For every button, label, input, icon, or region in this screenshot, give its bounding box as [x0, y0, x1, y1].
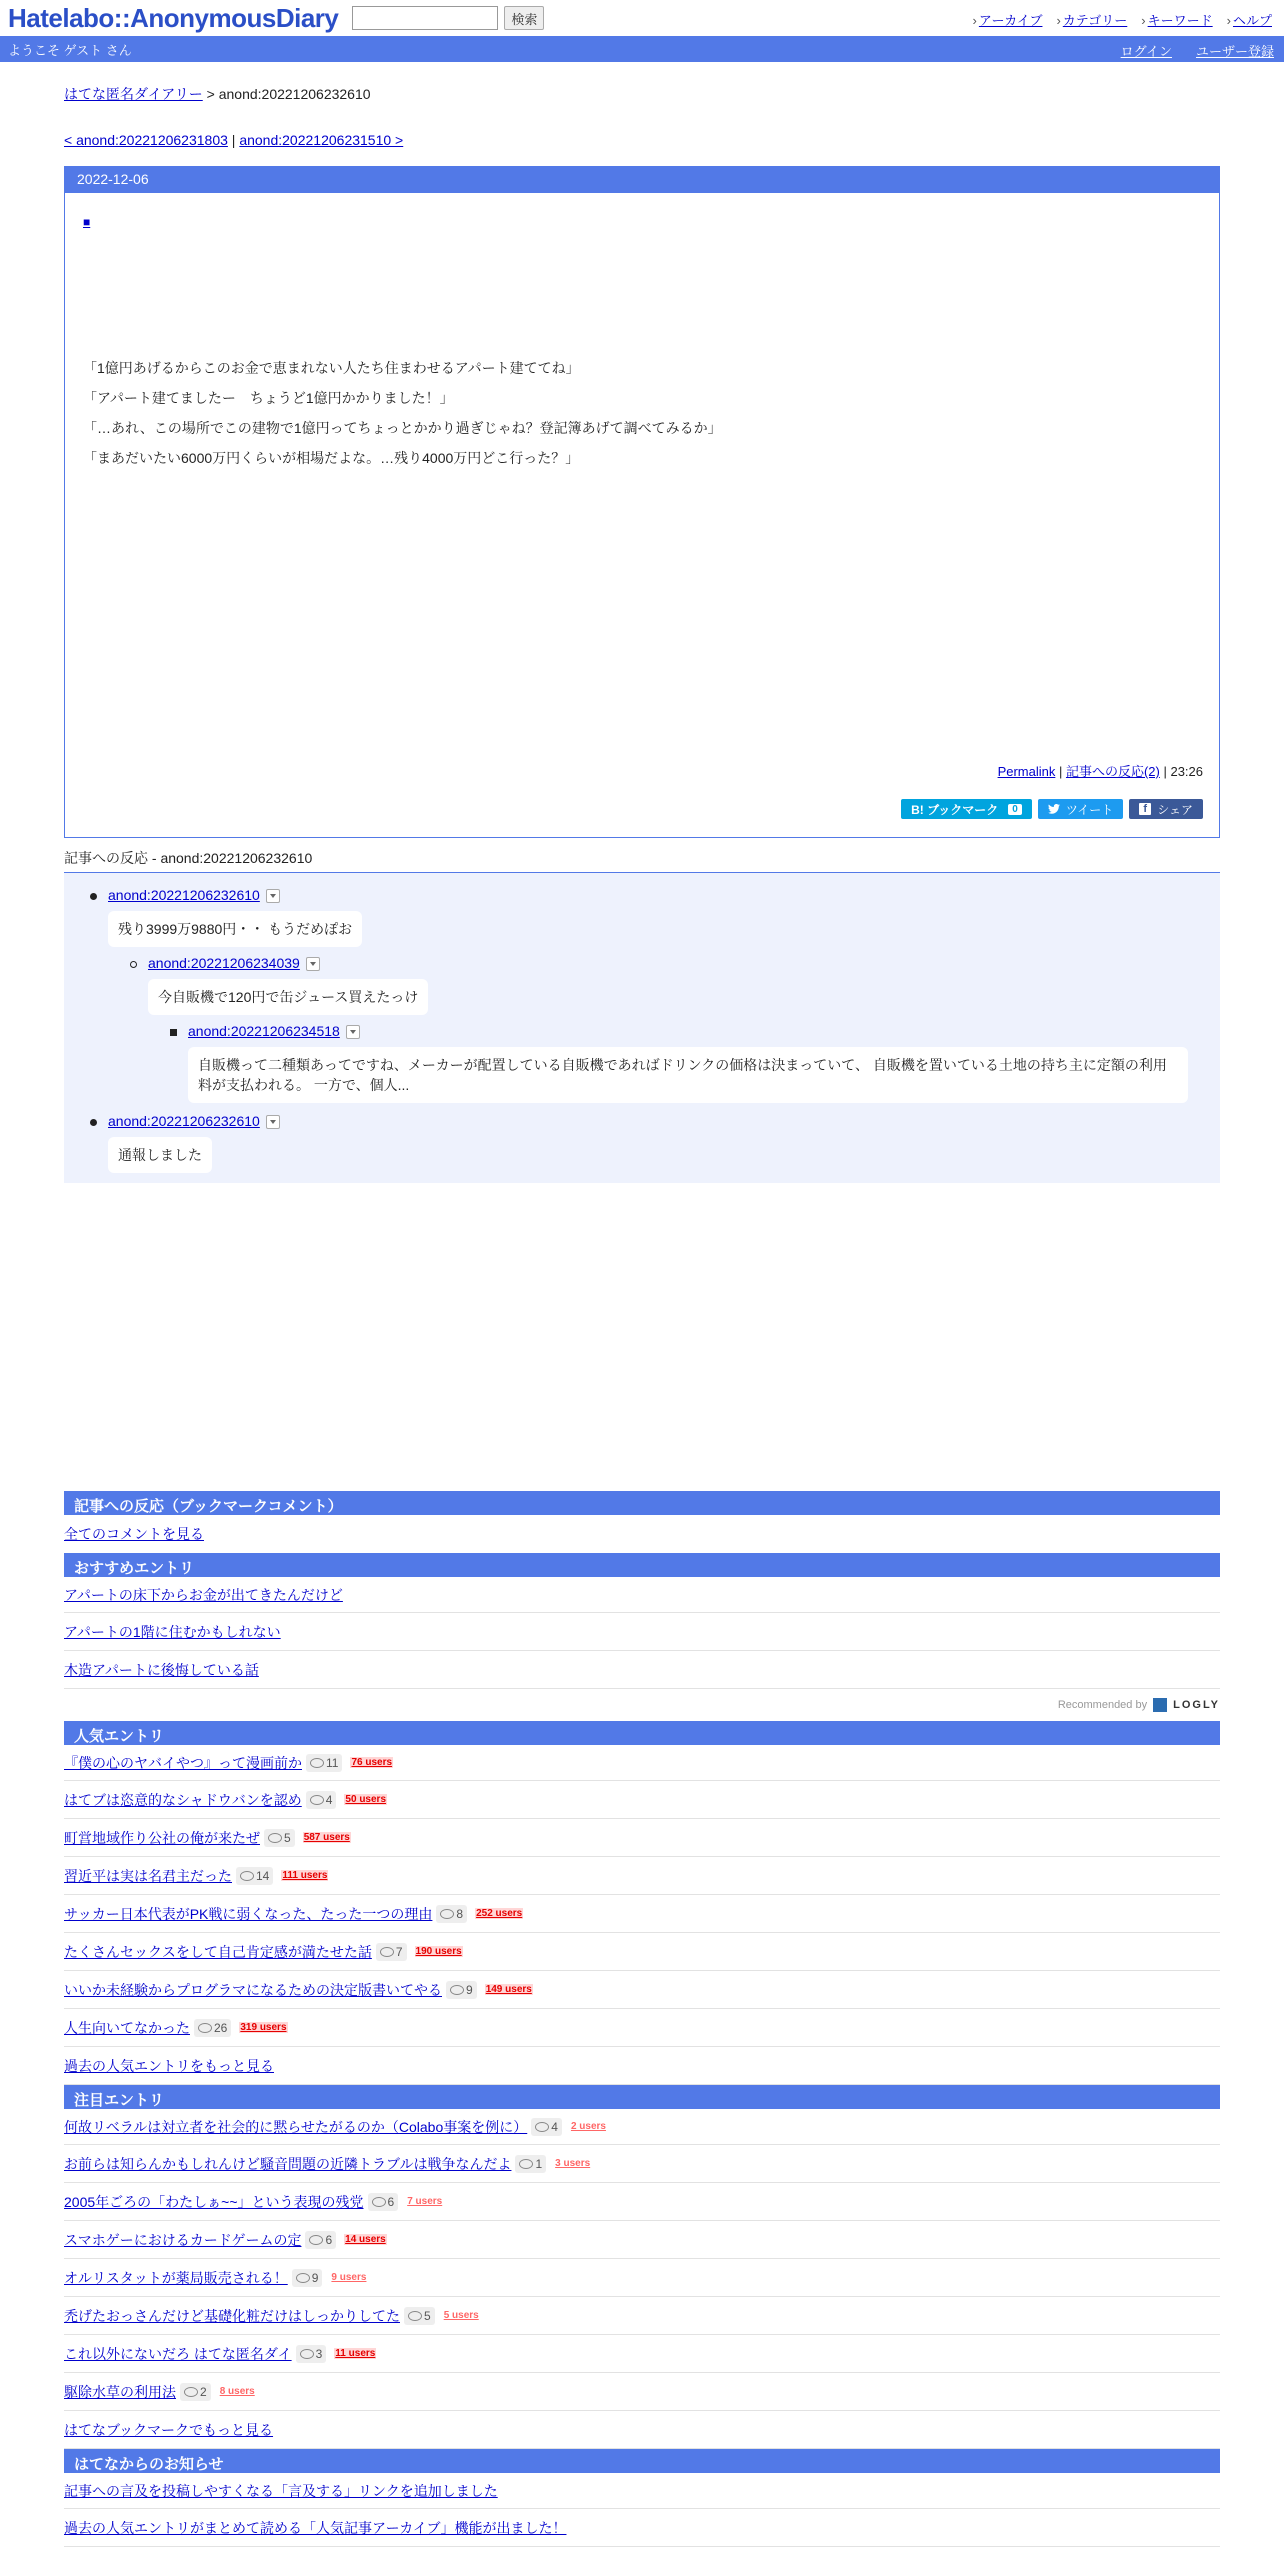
- user-bar: [0, 36, 1284, 62]
- news-link[interactable]: 記事への言及を投稿しやすくなる「言及する」リンクを追加しました: [64, 2482, 498, 2499]
- welcome-text: ようこそ ゲスト さん: [8, 42, 132, 58]
- recommended-link[interactable]: 木造アパートに後悔している話: [64, 1661, 259, 1678]
- nav-category-link[interactable]: › カテゴリー: [1056, 10, 1127, 29]
- comment-bubble-icon: [198, 2023, 212, 2033]
- comment-bubble-icon: [380, 1947, 394, 1957]
- featured-entry-link[interactable]: 何故リベラルは対立者を社会的に黙らせたがるのか（Colabo事案を例に）: [64, 2118, 528, 2135]
- disc-bullet-icon: [90, 893, 97, 900]
- header-nav: [973, 10, 1272, 29]
- popular-entry-row: [64, 1971, 1220, 2009]
- entry-meta: [998, 761, 1203, 780]
- reaction-link[interactable]: anond:20221206234518: [188, 1023, 340, 1039]
- comment-count-badge[interactable]: [306, 1791, 337, 1809]
- comment-bubble-icon: [519, 2159, 533, 2169]
- popular-entry-link[interactable]: たくさんセックスをして自己肯定感が満たせた話: [64, 1943, 372, 1960]
- recommended-by-text: Recommended by: [1057, 1699, 1148, 1711]
- nav-help-link[interactable]: › ヘルプ: [1227, 10, 1272, 29]
- reaction-item: [108, 887, 362, 947]
- popular-entry-link[interactable]: サッカー日本代表がPK戦に弱くなった、たった一つの理由: [64, 1905, 433, 1922]
- comment-count-badge[interactable]: [296, 2345, 327, 2363]
- bookmark-users-badge[interactable]: 9 users: [331, 2272, 367, 2283]
- comment-bubble-icon: [408, 2311, 422, 2321]
- dropdown-toggle-icon[interactable]: [266, 1115, 280, 1129]
- search-button[interactable]: 検索: [504, 6, 544, 30]
- popular-more-link[interactable]: 過去の人気エントリをもっと見る: [64, 2057, 274, 2074]
- hatena-bookmark-button[interactable]: [901, 799, 1032, 819]
- popular-list: [64, 1745, 1220, 2047]
- dropdown-toggle-icon[interactable]: [346, 1025, 360, 1039]
- reactions-heading: 記事への反応 - anond:20221206232610: [64, 848, 1220, 873]
- square-bullet-icon: [170, 1029, 177, 1036]
- featured-entry-row: [64, 2373, 1220, 2411]
- bookmark-users-badge[interactable]: 587 users: [303, 1832, 350, 1843]
- news-heading: はてなからのお知らせ: [64, 2449, 1220, 2473]
- popular-entry-link[interactable]: 『僕の心のヤバイやつ』って漫画前か: [64, 1754, 302, 1771]
- comment-bubble-icon: [310, 1758, 324, 1768]
- comment-count: 1: [535, 2156, 543, 2171]
- popular-entry-row: [64, 1781, 1220, 1819]
- featured-entry-link[interactable]: オルリスタットが薬局販売される！: [64, 2269, 288, 2286]
- reaction-excerpt: 残り3999万9880円・・ もうだめぽお: [108, 911, 362, 947]
- facebook-f-icon: f: [1139, 803, 1151, 815]
- entry-line: 「1億円あげるからこのお金で恵まれない人たち住まわせるアパート建ててね」: [83, 360, 580, 376]
- news-row: [64, 2473, 1220, 2509]
- search-form: [352, 6, 544, 30]
- login-link[interactable]: ログイン: [1120, 44, 1172, 59]
- comment-bubble-icon: [309, 2235, 323, 2245]
- news-link[interactable]: 過去の人気エントリがまとめて読める「人気記事アーカイブ」機能が出ました！: [64, 2519, 567, 2536]
- news-row: [64, 2509, 1220, 2547]
- bookmark-users-badge[interactable]: 149 users: [485, 1984, 532, 1995]
- site-header: [0, 0, 1284, 36]
- comment-bubble-icon: [310, 1795, 324, 1805]
- entry-date: 2022-12-06: [65, 167, 1219, 193]
- nav-archive-link[interactable]: › アーカイブ: [973, 10, 1043, 29]
- search-input[interactable]: [352, 6, 498, 30]
- comment-count: 3: [315, 2346, 323, 2361]
- entry-anchor-link[interactable]: ■: [83, 215, 91, 229]
- disc-bullet-icon: [90, 1119, 97, 1126]
- register-link[interactable]: ユーザー登録: [1195, 44, 1274, 59]
- featured-entry-link[interactable]: スマホゲーにおけるカードゲームの定: [64, 2231, 302, 2248]
- featured-entry-link[interactable]: 2005年ごろの「わたしぁ~~」という表現の残党: [64, 2193, 364, 2210]
- comment-count-badge[interactable]: [376, 1943, 407, 1961]
- reaction-link[interactable]: anond:20221206234039: [148, 955, 300, 971]
- site-logo[interactable]: Hatelabo::AnonymousDiary: [8, 2, 339, 33]
- popular-entry-link[interactable]: はてブは恣意的なシャドウバンを認め: [64, 1791, 302, 1808]
- bookmark-users-badge[interactable]: 50 users: [345, 1794, 387, 1805]
- pager-separator: |: [227, 132, 240, 148]
- reaction-item: [148, 955, 428, 1015]
- dropdown-toggle-icon[interactable]: [306, 957, 320, 971]
- comment-count-badge[interactable]: [264, 1829, 295, 1847]
- comment-count-badge[interactable]: [436, 1905, 467, 1923]
- recommended-row: [64, 1577, 1220, 1613]
- featured-list: [64, 2109, 1220, 2411]
- featured-entry-row: [64, 2145, 1220, 2183]
- comment-bubble-icon: [296, 2273, 310, 2283]
- comment-count-badge[interactable]: [531, 2118, 562, 2136]
- comment-count-badge[interactable]: [404, 2307, 435, 2325]
- next-entry-link[interactable]: anond:20221206231510 >: [239, 132, 404, 148]
- comment-count: 7: [395, 1944, 403, 1959]
- hatena-bookmark-count: 0: [1008, 804, 1022, 815]
- dropdown-toggle-icon[interactable]: [266, 889, 280, 903]
- featured-entry-link[interactable]: お前らは知らんかもしれんけど騒音問題の近隣トラブルは戦争なんだよ: [64, 2155, 512, 2172]
- featured-entry-link[interactable]: これ以外にないだろ はてな匿名ダイ: [64, 2345, 292, 2362]
- tweet-button[interactable]: [1038, 799, 1123, 819]
- comment-count-badge[interactable]: [236, 1867, 273, 1885]
- comment-count: 8: [456, 1906, 464, 1921]
- nav-keyword-link[interactable]: › キーワード: [1141, 10, 1212, 29]
- comment-count-badge[interactable]: [446, 1981, 477, 1999]
- comment-count: 5: [424, 2308, 431, 2323]
- popular-entry-link[interactable]: 習近平は実は名君主だった: [64, 1867, 232, 1884]
- featured-entry-row: [64, 2221, 1220, 2259]
- comment-count-badge[interactable]: [368, 2193, 399, 2211]
- comment-count: 9: [466, 1982, 473, 1997]
- popular-entry-row: [64, 1933, 1220, 1971]
- breadcrumb-separator: >: [202, 86, 219, 102]
- entry-time: | 23:26: [1159, 764, 1203, 779]
- hatena-bookmark-label: B! ブックマーク: [911, 802, 999, 817]
- bookmark-comments-heading: 記事への反応（ブックマークコメント）: [64, 1491, 1220, 1515]
- bookmark-users-badge[interactable]: 5 users: [443, 2310, 479, 2321]
- comment-count: 26: [214, 2020, 228, 2035]
- permalink-link[interactable]: Permalink: [997, 764, 1056, 779]
- comment-bubble-icon: [240, 1871, 254, 1881]
- bookmark-users-badge[interactable]: 7 users: [407, 2196, 443, 2207]
- facebook-share-label: シェア: [1157, 802, 1193, 817]
- comment-count: 4: [325, 1792, 333, 1807]
- popular-more-row: [64, 2047, 1220, 2085]
- featured-more-row: [64, 2411, 1220, 2449]
- breadcrumb-current: anond:20221206232610: [218, 86, 371, 102]
- bookmark-users-badge[interactable]: 252 users: [476, 1908, 523, 1919]
- recommended-row: [64, 1651, 1220, 1689]
- comment-count-badge[interactable]: [306, 1754, 342, 1772]
- featured-entry-row: [64, 2183, 1220, 2221]
- reaction-link[interactable]: anond:20221206232610: [108, 887, 260, 903]
- bookmark-users-badge[interactable]: 190 users: [415, 1946, 462, 1957]
- popular-entry-row: [64, 2009, 1220, 2047]
- popular-entry-row: [64, 1745, 1220, 1781]
- logly-brand: LOGLY: [1173, 1699, 1220, 1711]
- featured-heading: 注目エントリ: [64, 2085, 1220, 2109]
- comment-bubble-icon: [184, 2387, 198, 2397]
- user-links: [1121, 41, 1274, 60]
- comment-count-badge[interactable]: [194, 2019, 231, 2037]
- logly-logo-icon: [1153, 1698, 1167, 1712]
- main-content: [64, 84, 1220, 2547]
- entry-box: [64, 166, 1220, 838]
- featured-entry-row: [64, 2109, 1220, 2145]
- bookmark-users-badge[interactable]: 2 users: [570, 2121, 606, 2132]
- comment-count-badge[interactable]: [292, 2269, 323, 2287]
- prev-entry-link[interactable]: < anond:20221206231803: [64, 132, 228, 148]
- reaction-excerpt: 今自販機で120円で缶ジュース買えたっけ: [148, 979, 428, 1015]
- bookmark-users-badge[interactable]: 3 users: [555, 2158, 591, 2169]
- comment-count: 5: [284, 1830, 291, 1845]
- bookmark-users-badge[interactable]: 14 users: [345, 2234, 386, 2245]
- popular-entry-row: [64, 1857, 1220, 1895]
- comment-count: 14: [256, 1868, 270, 1883]
- reaction-item: [188, 1023, 1188, 1103]
- comment-count: 6: [325, 2232, 333, 2247]
- featured-entry-row: [64, 2297, 1220, 2335]
- entry-body: [83, 353, 722, 473]
- recommended-link[interactable]: アパートの床下からお金が出てきたんだけど: [64, 1586, 343, 1603]
- comment-count: 4: [551, 2119, 558, 2134]
- reaction-item: [108, 1113, 280, 1173]
- comment-bubble-icon: [535, 2122, 549, 2132]
- featured-entry-row: [64, 2259, 1220, 2297]
- featured-entry-link[interactable]: 駆除水草の利用法: [64, 2383, 176, 2400]
- comment-count: 9: [311, 2270, 319, 2285]
- popular-entry-link[interactable]: 町営地域作り公社の俺が来たぜ: [64, 1829, 260, 1846]
- featured-more-link[interactable]: はてなブックマークでもっと見る: [64, 2421, 274, 2438]
- breadcrumb-home-link[interactable]: はてな匿名ダイアリー: [64, 86, 203, 102]
- comment-count: 11: [326, 1755, 339, 1770]
- popular-entry-row: [64, 1819, 1220, 1857]
- featured-entry-link[interactable]: 禿げたおっさんだけど基礎化粧だけはしっかりしてた: [64, 2307, 400, 2324]
- reactions-tree: [64, 873, 1220, 1183]
- breadcrumb: [64, 84, 1220, 104]
- comment-count-badge[interactable]: [180, 2383, 211, 2401]
- recommended-by: [64, 1689, 1220, 1721]
- comment-count-badge[interactable]: [305, 2231, 336, 2249]
- entry-pager: [64, 132, 1220, 148]
- reaction-excerpt: 通報しました: [108, 1137, 212, 1173]
- reaction-link[interactable]: anond:20221206232610: [108, 1113, 260, 1129]
- share-buttons: [901, 799, 1203, 819]
- comment-count: 6: [387, 2194, 395, 2209]
- bookmark-users-badge[interactable]: 111 users: [282, 1870, 328, 1881]
- popular-entry-link[interactable]: いいか未経験からプログラマになるための決定版書いてやる: [64, 1981, 442, 1998]
- comment-bubble-icon: [440, 1909, 454, 1919]
- bookmark-users-badge[interactable]: 319 users: [240, 2022, 287, 2033]
- comment-count-badge[interactable]: [515, 2155, 546, 2173]
- entry-line: 「…あれ、この場所でこの建物で1億円ってちょっとかかり過ぎじゃね？登記簿あげて調べてみるか」: [83, 420, 722, 436]
- recommended-row: [64, 1613, 1220, 1651]
- ad-space: [64, 1183, 1220, 1491]
- recommended-link[interactable]: アパートの1階に住むかもしれない: [64, 1623, 281, 1640]
- comment-bubble-icon: [268, 1833, 282, 1843]
- entry-line: 「まあだいたい6000万円くらいが相場だよな。…残り4000万円どこ行った？」: [83, 450, 580, 466]
- reaction-excerpt: 自販機って二種類あってですね、メーカーが配置している自販機であればドリンクの価格は決まっていて、 自販機を置いている土地の持ち主に定額の利用料が支払われる。 一方で、個人...: [188, 1047, 1188, 1103]
- tweet-label: ツイート: [1065, 802, 1114, 817]
- bookmark-users-badge[interactable]: 11 users: [335, 2348, 376, 2359]
- all-comments-row: [64, 1515, 1220, 1553]
- featured-entry-row: [64, 2335, 1220, 2373]
- comment-count: 2: [200, 2384, 207, 2399]
- bookmark-users-badge[interactable]: 76 users: [351, 1757, 393, 1768]
- recommended-heading: おすすめエントリ: [64, 1553, 1220, 1577]
- twitter-bird-icon: [1048, 804, 1060, 814]
- popular-entry-link[interactable]: 人生向いてなかった: [64, 2019, 190, 2036]
- comment-bubble-icon: [372, 2197, 386, 2207]
- comment-bubble-icon: [450, 1985, 464, 1995]
- meta-separator: |: [1055, 764, 1066, 779]
- comment-bubble-icon: [300, 2349, 314, 2359]
- entry-line: 「アパート建てましたー ちょうど1億円かかりました！」: [83, 390, 454, 406]
- reactions-link[interactable]: 記事への反応(2): [1065, 764, 1160, 779]
- popular-heading: 人気エントリ: [64, 1721, 1220, 1745]
- circle-bullet-icon: [130, 961, 137, 968]
- bookmark-users-badge[interactable]: 8 users: [219, 2386, 255, 2397]
- facebook-share-button[interactable]: [1129, 799, 1203, 819]
- popular-entry-row: [64, 1895, 1220, 1933]
- all-comments-link[interactable]: 全てのコメントを見る: [64, 1526, 204, 1542]
